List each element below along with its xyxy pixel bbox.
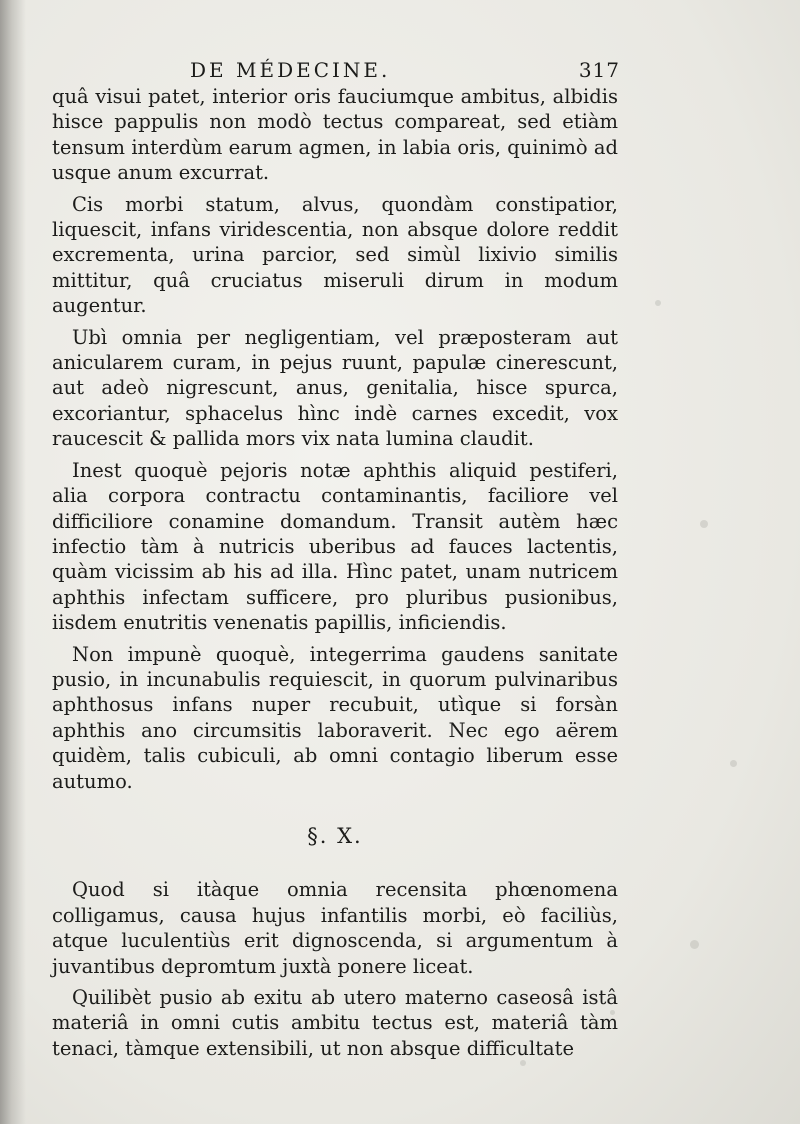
paragraph-continuation: quâ visui patet, interior oris fauciumque ambitus, albidis hisce pappulis non modò tectus compareat, sed etiàm tensum interdùm earum agmen, in labia oris, quinimò ad usque anum excurrat.	[52, 85, 618, 185]
body-text	[52, 84, 618, 1067]
paper-speck	[690, 940, 699, 949]
paragraph: Quod si itàque omnia recensita phœnomena colligamus, causa hujus infantilis morbi, eò faciliùs, atque luculentiùs erit dignoscenda, si argumentum à juvantibus depromtum juxtà ponere liceat.	[52, 878, 618, 978]
paragraph: Cis morbi statum, alvus, quondàm constipatior, liquescit, infans viridescentia, non absque dolore reddit excrementa, urina parcior, sed simùl lixivio similis mittitur, quâ cruciatus miseruli dirum in modum augentur.	[52, 192, 618, 318]
paragraph: Quilibèt pusio ab exitu ab utero materno caseosâ istâ materiâ in omni cutis ambitu tectus est, materiâ tàm tenaci, tàmque extensibili, ut non absque difficultate	[52, 986, 618, 1060]
binding-gutter-shadow	[0, 0, 26, 1124]
section-heading: §. X.	[307, 823, 363, 848]
page-number: 317	[578, 58, 620, 82]
paragraph: Ubì omnia per negligentiam, vel præposteram aut anicularem curam, in pejus ruunt, papulæ cinerescunt, aut adeò nigrescunt, anus, genitalia, hisce spurca, excoriantur, sphacelus hìnc indè carnes excedit, vox raucescit & pallida mors vix nata lumina claudit.	[52, 325, 618, 451]
paper-speck	[700, 520, 708, 528]
paragraph: Non impunè quoquè, integerrima gaudens sanitate pusio, in incunabulis requiescit, in quorum pulvinaribus aphthosus infans nuper recubuit, utìque si forsàn aphthis ano circumsitis laboraverit. Nec ego aërem quidèm, talis cubiculi, ab omni contagio liberum esse autumo.	[52, 642, 618, 793]
running-title: DE MÉDECINE.	[190, 58, 391, 82]
paragraph: Inest quoquè pejoris notæ aphthis aliquid pestiferi, alia corpora contractu contaminantis, faciliore vel difficiliore conamine domandum. Transit autèm hæc infectio tàm à nutricis uberibus ad fauces lactentis, quàm vicissim ab his ad illa. Hìnc patet, unam nutricem aphthis infectam sufficere, pro pluribus pusionibus, iisdem enutritis venenatis papillis, inficiendis.	[52, 458, 618, 635]
paper-speck	[730, 760, 737, 767]
page-header	[190, 58, 620, 86]
paper-speck	[655, 300, 661, 306]
